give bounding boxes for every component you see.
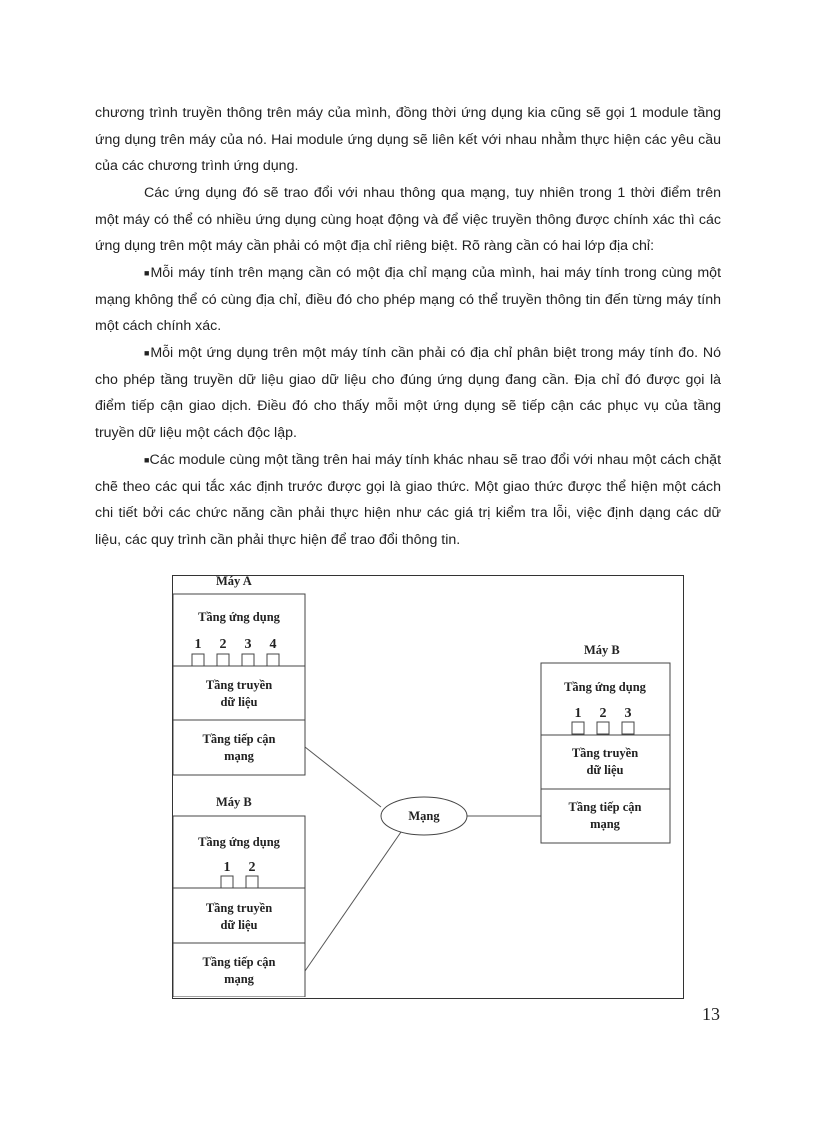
app-port-box: [192, 654, 204, 666]
access-layer-label: Tầng tiếp cận: [202, 955, 276, 969]
app-port-box: [242, 654, 254, 666]
bullet-text: Mỗi máy tính trên mạng cần có một địa chỉ mạng của mình, hai máy tính trong cùng một mạng không thể có cùng địa chỉ, điều đó cho phép mạng có thể truyền thông tin đến từng máy tính một cách chính xác.: [95, 265, 722, 335]
app-number: 4: [269, 637, 277, 652]
bullet-text: Mỗi một ứng dụng trên một máy tính cần phải có địa chỉ phân biệt trong máy tính đo. Nó cho phép tầng truyền dữ liệu giao dữ liệu cho đúng ứng dụng đang cần. Địa chỉ đó được gọi là điểm tiếp cận giao dịch. Điều đó cho thấy mỗi một ứng dụng sẽ tiếp cận các phục vụ của tầng truyền dữ liệu một cách độc lập.: [95, 345, 721, 441]
paragraph-addressing: Các ứng dụng đó sẽ trao đổi với nhau thông qua mạng, tuy nhiên trong 1 thời điểm trên một máy có thể có nhiều ứng dụng cùng hoạt động và để việc truyền thông được chính xác thì các ứng dụng trên một máy cần phải có một địa chỉ riêng biệt. Rõ ràng cần có hai lớp địa chỉ:: [95, 185, 721, 255]
machine-b-right: [541, 643, 670, 843]
app-number: 3: [244, 637, 252, 652]
bullet-network-address: [95, 260, 721, 340]
app-port-box: [246, 876, 258, 888]
app-port-box: [221, 876, 233, 888]
transport-layer-label: dữ liệu: [586, 763, 624, 777]
transport-layer-label: dữ liệu: [220, 695, 258, 709]
transport-layer-box: [541, 735, 670, 789]
transport-layer-box: [173, 888, 305, 943]
app-number: 1: [574, 706, 582, 721]
app-port-box: [217, 654, 229, 666]
bullet-text: Các module cùng một tầng trên hai máy tính khác nhau sẽ trao đổi với nhau một cách chặt chẽ theo các qui tắc xác định trước được gọi là giao thức. Một giao thức được thể hiện một cách chi tiết bởi các chức năng cần phải thực hiện như các giá trị kiểm tra lỗi, việc định dạng các dữ liệu, các quy trình cần phải thực hiện để trao đổi thông tin.: [95, 452, 722, 548]
transport-layer-label: Tầng truyền: [205, 678, 273, 692]
transport-layer-label: dữ liệu: [220, 918, 258, 932]
diagram-svg: [173, 576, 682, 997]
machine-b-right-title: Máy B: [584, 643, 620, 657]
access-layer-box: [541, 789, 670, 843]
app-number: 2: [599, 706, 607, 721]
machine-b-left: [173, 795, 305, 997]
application-layer-label: Tầng ứng dụng: [198, 835, 280, 849]
access-layer-label: Tầng tiếp cận: [568, 800, 642, 814]
app-number: 2: [248, 860, 256, 875]
transport-layer-label: Tầng truyền: [571, 746, 639, 760]
bullet-icon: ■: [144, 268, 151, 278]
bullet-icon: ■: [144, 348, 151, 358]
machine-a-title: Máy A: [216, 576, 252, 588]
access-layer-box: [173, 943, 305, 997]
paragraph-continuation: chương trình truyền thông trên máy của mình, đồng thời ứng dụng kia cũng sẽ gọi 1 module tầng ứng dụng trên máy của nó. Hai module ứng dụng sẽ liên kết với nhau nhằm thực hiện các yêu cầu của các chương trình ứng dụng.: [95, 105, 721, 175]
transport-layer-box: [173, 666, 305, 720]
bullet-application-address: [95, 340, 721, 446]
app-port-box: [622, 722, 634, 734]
link-machine-b-left-network: [305, 832, 401, 971]
access-layer-label: mạng: [590, 817, 620, 831]
network-layer-diagram: [172, 575, 684, 999]
app-port-box: [597, 722, 609, 734]
app-number: 1: [194, 637, 202, 652]
application-layer-label: Tầng ứng dụng: [564, 680, 646, 694]
machine-a: [173, 576, 305, 775]
access-layer-label: Tầng tiếp cận: [202, 732, 276, 746]
access-layer-label: mạng: [224, 749, 254, 763]
application-layer-box: [173, 816, 305, 888]
access-layer-box: [173, 720, 305, 775]
application-layer-label: Tầng ứng dụng: [198, 610, 280, 624]
bullet-protocol: [95, 447, 721, 553]
machine-b-left-title: Máy B: [216, 795, 252, 809]
page-number: 13: [702, 1004, 720, 1024]
app-port-box: [572, 722, 584, 734]
app-number: 3: [624, 706, 632, 721]
access-layer-label: mạng: [224, 972, 254, 986]
bullet-icon: ■: [144, 455, 150, 465]
transport-layer-label: Tầng truyền: [205, 901, 273, 915]
app-number: 1: [223, 860, 231, 875]
app-number: 2: [219, 637, 227, 652]
link-machine-a-network: [305, 747, 381, 807]
network-label: Mạng: [408, 809, 440, 823]
app-port-box: [267, 654, 279, 666]
